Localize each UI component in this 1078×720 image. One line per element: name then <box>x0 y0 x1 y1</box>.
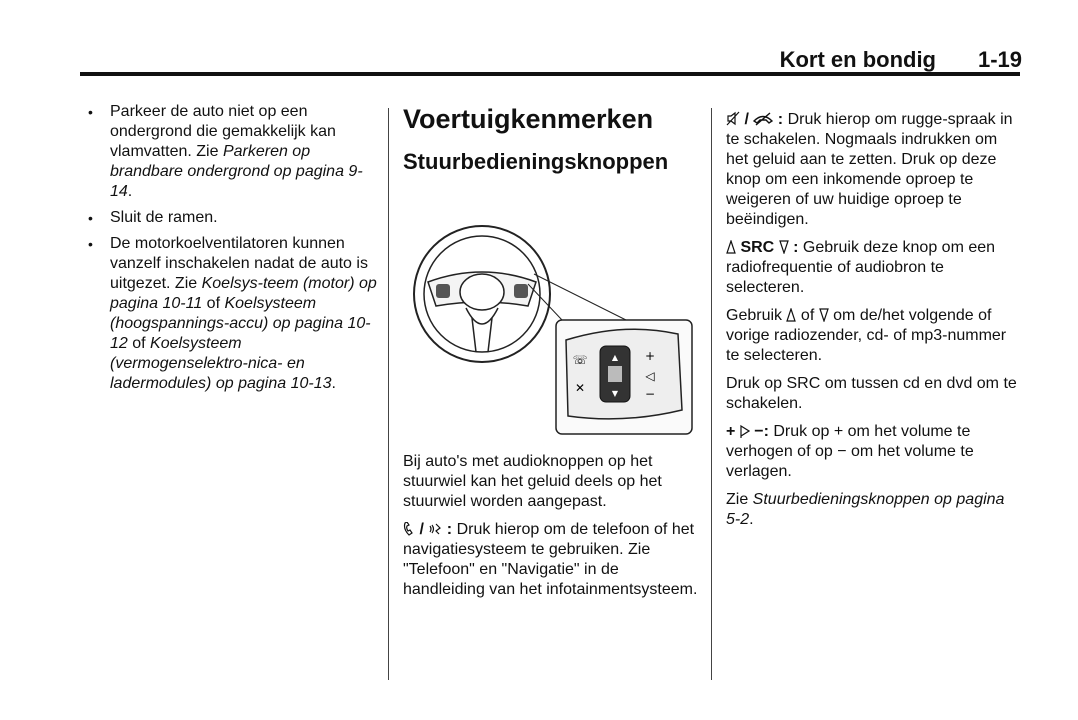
subheading: Stuurbedieningsknoppen <box>403 149 669 174</box>
column-divider-1 <box>388 108 389 680</box>
src-label: SRC <box>740 239 775 256</box>
mute-paragraph: / : Druk hierop om rugge-spraak in te schakelen. Nogmaals indrukken om het geluid aan te zetten. Druk op deze knop om een inkomende oproep te weigeren of uw huidige oproep te beëindigen. <box>726 111 1013 228</box>
column-divider-2 <box>711 108 712 680</box>
phone-icon <box>403 522 415 536</box>
column-2-body <box>403 452 699 608</box>
list-item: • Sluit de ramen. <box>88 209 218 226</box>
svg-text:☏: ☏ <box>572 353 588 367</box>
triangle-down-icon <box>779 240 789 254</box>
intro-paragraph: Bij auto's met audioknoppen op het stuurwiel kan het geluid deels op het stuurwiel worden aangepast. <box>403 453 662 510</box>
page-number: 1-19 <box>977 47 1022 72</box>
steering-wheel-illustration <box>410 210 694 436</box>
voice-icon <box>428 522 442 536</box>
svg-text:▼: ▼ <box>611 389 619 398</box>
column-3 <box>726 110 1018 538</box>
triangle-up-icon <box>726 240 736 254</box>
page-header <box>0 0 1078 80</box>
svg-text:▲: ▲ <box>611 353 619 362</box>
volume-paragraph: + −: Druk op + om het volume te verhogen of op − om het volume te verlagen. <box>726 423 974 480</box>
src-cd-paragraph: Druk op SRC om tussen cd en dvd om te schakelen. <box>726 375 1017 412</box>
see-also-paragraph: Zie Stuurbedieningsknoppen op pagina 5-2. <box>726 491 1005 528</box>
list-item: • De motorkoelventilatoren kunnen vanzelf inschakelen nadat de auto is uitgezet. Zie Koelsys-teem (motor) op pagina 10-11 of Koelsysteem (hoogspannings-accu) op pagina 10-12 of Koelsysteem (vermogenselektro-nica- en ladermodules) op pagina 10-13. <box>88 235 377 392</box>
svg-text:◁: ◁ <box>645 369 655 383</box>
cross-reference[interactable]: Stuurbedieningsknoppen op pagina 5-2 <box>726 491 1005 528</box>
svg-text:−: − <box>644 387 656 401</box>
cross-reference[interactable]: Koelsys-teem (motor) op pagina 10-11 <box>110 275 377 312</box>
header-rule <box>80 72 1020 76</box>
phone-paragraph: / : Druk hierop om de telefoon of het navigatiesysteem te gebruiken. Zie "Telefoon" en "Navigatie" in de handleiding van het infotainmentsysteem. <box>403 521 698 598</box>
section-title: Kort en bondig <box>779 47 936 72</box>
list-item: • Parkeer de auto niet op een ondergrond die gemakkelijk kan vlamvatten. Zie Parkeren op brandbare ondergrond op pagina 9-14. <box>88 103 363 200</box>
page-heading: Voertuigkenmerken <box>403 104 654 134</box>
speaker-icon <box>740 424 750 438</box>
svg-text:+: + <box>644 349 656 363</box>
cross-reference[interactable]: Koelsysteem (hoogspannings-accu) op pagina 10-12 <box>110 295 371 352</box>
hangup-icon <box>753 112 773 126</box>
src-paragraph: SRC : Gebruik deze knop om een radiofrequentie of audiobron te selecteren. <box>726 239 996 296</box>
bullet-list <box>88 102 380 394</box>
cross-reference[interactable]: Koelsysteem (vermogenselektro-nica- en ladermodules) op pagina 10-13 <box>110 335 332 392</box>
column-1 <box>88 102 380 400</box>
cross-reference[interactable]: Parkeren op brandbare ondergrond op pagina 9-14 <box>110 143 363 200</box>
triangle-up-icon <box>786 308 796 322</box>
use-paragraph: Gebruik of om de/het volgende of vorige radiozender, cd- of mp3-nummer te selecteren. <box>726 307 1007 364</box>
triangle-down-icon <box>819 308 829 322</box>
svg-text:✕: ✕ <box>574 381 586 395</box>
column-2 <box>403 102 699 176</box>
mute-icon <box>726 111 740 126</box>
